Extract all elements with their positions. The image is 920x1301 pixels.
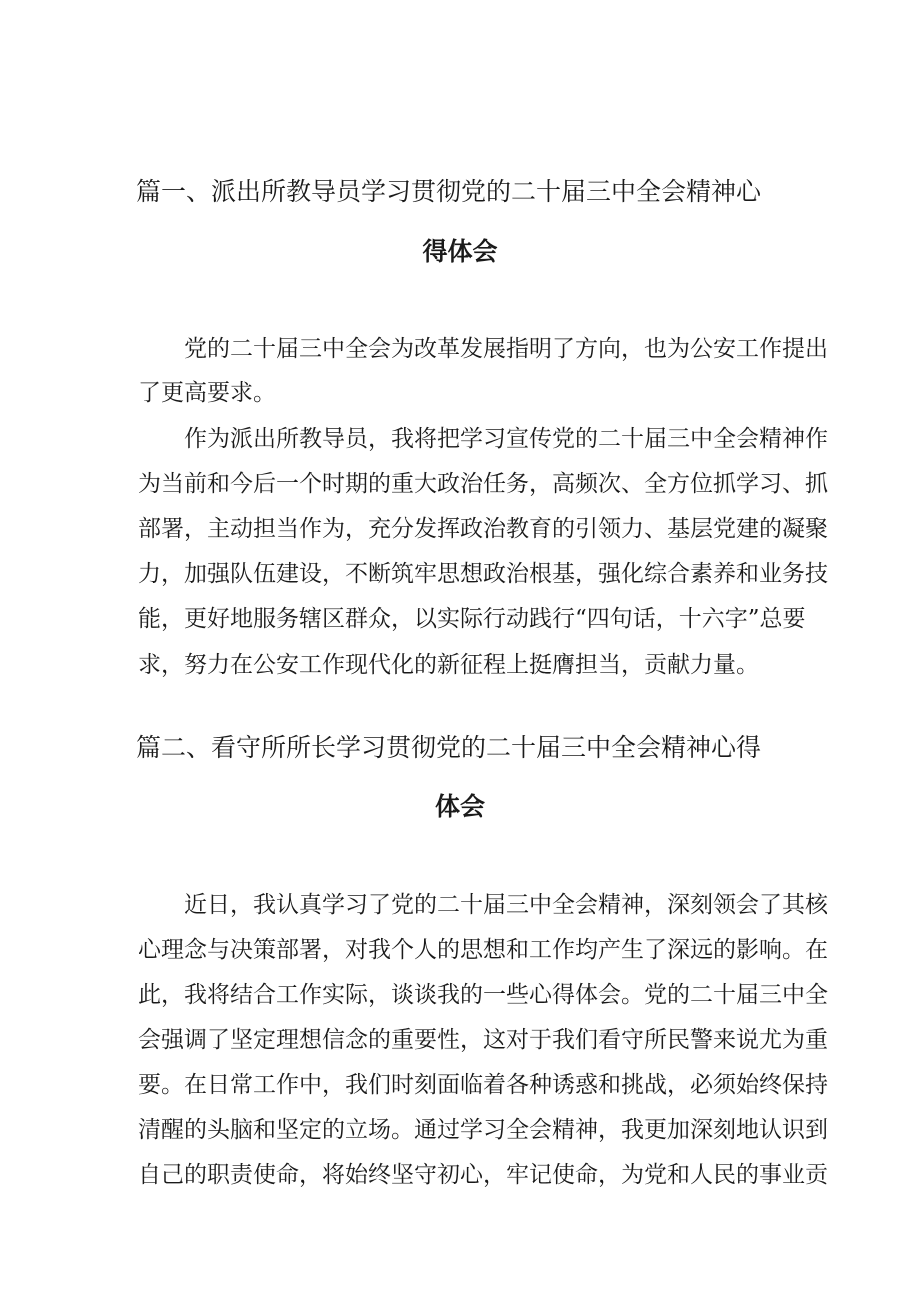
paragraph-line: 此，我将结合工作实际，谈谈我的一些心得体会。党的二十届三中全 xyxy=(138,982,828,1008)
section-1-title-line-1: 篇一、派出所教导员学习贯彻党的二十届三中全会精神心 xyxy=(136,177,762,206)
paragraph-line: 为当前和今后一个时期的重大政治任务，高频次、全方位抓学习、抓 xyxy=(138,471,828,497)
paragraph-line: 会强调了坚定理想信念的重要性，这对于我们看守所民警来说尤为重 xyxy=(138,1027,828,1053)
paragraph-line: 自己的职责使命，将始终坚守初心，牢记使命，为党和人民的事业贡 xyxy=(138,1162,828,1188)
paragraph-line: 近日，我认真学习了党的二十届三中全会精神，深刻领会了其核 xyxy=(184,892,828,918)
paragraph-line: 作为派出所教导员，我将把学习宣传党的二十届三中全会精神作 xyxy=(184,426,828,452)
section-2-title-line-2: 体会 xyxy=(434,792,485,821)
paragraph-line: 了更高要求。 xyxy=(138,380,276,406)
paragraph-line: 求，努力在公安工作现代化的新征程上挺膺担当，贡献力量。 xyxy=(138,652,759,678)
paragraph-line: 部署，主动担当作为，充分发挥政治教育的引领力、基层党建的凝聚 xyxy=(138,516,828,542)
section-1-title-line-2: 得体会 xyxy=(422,237,498,266)
paragraph-line: 党的二十届三中全会为改革发展指明了方向，也为公安工作提出 xyxy=(184,336,828,362)
section-2-title-line-1: 篇二、看守所所长学习贯彻党的二十届三中全会精神心得 xyxy=(136,733,762,762)
paragraph-line: 心理念与决策部署，对我个人的思想和工作均产生了深远的影响。在 xyxy=(138,937,828,963)
paragraph-line: 要。在日常工作中，我们时刻面临着各种诱惑和挑战，必须始终保持 xyxy=(138,1072,828,1098)
paragraph-line: 能，更好地服务辖区群众，以实际行动践行“四句话，十六字”总要 xyxy=(138,606,806,632)
paragraph-line: 力，加强队伍建设，不断筑牢思想政治根基，强化综合素养和业务技 xyxy=(138,561,828,587)
paragraph-line: 清醒的头脑和坚定的立场。通过学习全会精神，我更加深刻地认识到 xyxy=(138,1117,828,1143)
